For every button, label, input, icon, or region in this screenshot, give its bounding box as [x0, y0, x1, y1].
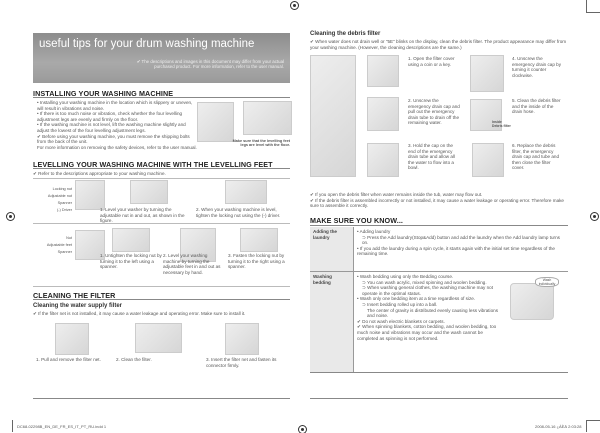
registration-mark-icon	[6, 212, 15, 221]
installing-list	[37, 100, 195, 150]
step-illustration	[367, 97, 399, 131]
debris-filter-note: ✔ When water does not drain well or "5E" blinks on the display, clean the debris filter. The product appearance may differ from your washing machine. (However, the cleaning descriptions are the same.)	[310, 39, 567, 50]
line: ⊃ Insert bedding rolled up into a ball.	[362, 301, 438, 307]
step-illustration	[135, 323, 182, 353]
label: Spanner	[57, 201, 72, 205]
supply-filter-note: ✔ If the filter net is not installed, it may cause a water leakage and operating error. Make sure to install it.	[33, 311, 246, 316]
step-illustration	[112, 228, 150, 252]
step-illustration	[240, 228, 278, 252]
line: ⊃ You can wash acrylic, mixed spinning and woolen bedding.	[362, 279, 487, 285]
label: Adjustable feet	[46, 243, 72, 247]
step-illustration	[470, 55, 504, 92]
label: (-) Driver	[57, 208, 72, 212]
step-text: 3. Fasten the locking nut by turning it to the right using a spanner.	[228, 253, 285, 270]
step-text: 1. Pull and remove the filter net.	[36, 357, 101, 362]
filter-cover-illustration	[310, 55, 356, 177]
list-item: • Installing your washing machine in the location which is slippery or uneven, will result in vibrations and noise.	[37, 100, 193, 111]
note: ✔ If the debris filter is assembled incorrectly or not installed, it may cause a water leakage or operating error. Therefore make sure to assemble it correctly.	[310, 197, 564, 209]
page-title: useful tips for your drum washing machine	[39, 38, 255, 50]
row1-labels	[40, 186, 72, 214]
step-text: 1. Untighten the locking nut by turning it to the left using a spanner.	[100, 253, 162, 270]
note: ✔ If you open the debris filter when water remains inside the tub, water may flow out.	[310, 192, 483, 197]
row-label: Washing bedding	[313, 274, 332, 285]
bedding-image-label: Wash individually	[535, 277, 559, 287]
line: ⊃ Press the Add laundry(Stop&Add) button and add the laundry when the Add laundry lamp turns on.	[362, 234, 560, 246]
list-item: For more information on removing the safety devices, refer to the user manual.	[37, 144, 197, 150]
label: Adjustable nut	[47, 194, 72, 198]
step-text: 2. Level your washing machine by turning the adjustable feet in and out as necessary by hand.	[163, 253, 221, 275]
step-illustration	[472, 143, 504, 177]
list-item: • If there is too much noise or vibration, check whether the four levelling adjustment legs are evenly and firmly on the floor.	[37, 111, 183, 122]
line: ✔ Do not wash electric blankets or carpets.	[357, 318, 445, 324]
step-illustration	[130, 180, 168, 204]
step-illustration	[225, 323, 259, 355]
label: Spanner	[57, 250, 72, 254]
installing-caption: Make sure that the levelling feet legs are level with the floor.	[232, 139, 290, 148]
levelling-feet-illustration	[243, 101, 292, 135]
inside-filter-label: Inside Debris filter	[492, 120, 511, 128]
title-banner	[33, 33, 290, 83]
step-text: 2. Clean the filter.	[116, 357, 152, 362]
row2-labels	[40, 235, 72, 256]
line: • Wash bedding using only the Bedding course.	[357, 274, 454, 279]
step-text: 5. Clean the debris filter and the inside of the drain hose.	[512, 98, 561, 115]
line: • Adding laundry	[357, 229, 391, 234]
line: ⊃ When washing general clothes, the washing machine may not operate in the optimal status.	[362, 285, 494, 296]
banner-note: ✔ The descriptions and images in this document may differ from your actual purchased product. For more information, refer to the user manual.	[136, 59, 284, 70]
line: ✔ When spinning blankets, cotton bedding, and woolen bedding, too much noise and vibrations may occur and the wash cannot be completed as spinning is not performed.	[357, 324, 497, 341]
make-sure-heading: MAKE SURE YOU KNOW...	[310, 216, 404, 225]
step-illustration	[55, 323, 89, 355]
row-content	[357, 274, 502, 341]
step-illustration	[367, 55, 399, 87]
step-text: 1. Level your washer by turning the adjustable nut in and out, as shown in the figure.	[100, 207, 185, 224]
locking-nut-illustration	[75, 180, 105, 210]
line: The center of gravity is distributed evenly causing less vibrations and noise.	[367, 307, 498, 319]
label: Nut	[66, 236, 72, 240]
registration-mark-icon	[590, 212, 599, 221]
step-text: 1. Open the filter cover using a coin or a key.	[408, 56, 455, 67]
washer-illustration	[197, 102, 234, 142]
row-content	[357, 229, 562, 257]
step-text: 2. Unscrew the emergency drain cap and pull out the emergency drain tube to drain off the remaining water.	[408, 98, 460, 126]
list-item: ✔ Before using your washing machine, you must remove the shipping bolts from the back of the unit.	[37, 133, 190, 145]
registration-mark-icon	[290, 1, 299, 10]
supply-filter-title: Cleaning the water supply filter	[33, 303, 123, 309]
installing-heading: INSTALLING YOUR WASHING MACHINE	[33, 89, 174, 98]
step-text: 3. Hold the cap on the end of the emergency drain tube and allow all the water to flow into a bowl.	[408, 143, 455, 171]
line: • Wash only one bedding item at a time regardless of size.	[357, 296, 476, 302]
levelling-note: ✔ Refer to the descriptions appropriate to your washing machine.	[33, 171, 166, 176]
debris-filter-title: Cleaning the debris filter	[310, 31, 381, 37]
row-label: Adding the laundry	[313, 229, 337, 240]
step-illustration	[225, 180, 267, 204]
step-text: 6. Replace the debris filter, the emergency drain cap and tube and then close the filter cover.	[512, 143, 559, 171]
line: • If you add the laundry during a spin cycle, it starts again with the initial set time regardless of the remaining time.	[357, 245, 555, 257]
step-text: 3. Insert the filter net and fasten its connector firmly.	[206, 357, 277, 368]
label: Locking nut	[52, 187, 72, 191]
registration-mark-icon	[298, 425, 307, 433]
step-text: 4. Unscrew the emergency drain cap by turning it counter clockwise.	[512, 56, 562, 78]
list-item: • If the washing machine is not level, lift the washing machine slightly and adjust the lowest of the four levelling adjustment legs.	[37, 122, 186, 133]
levelling-heading: LEVELLING YOUR WASHING MACHINE WITH THE LEVELLING FEET	[33, 160, 273, 169]
cleaning-heading: CLEANING THE FILTER	[33, 291, 116, 300]
step-illustration	[367, 143, 399, 177]
footer-left: DC68-02298B_EN_DE_FR_ES_IT_PT_RU.indd 1	[17, 424, 107, 429]
footer-right: 2008-05-16 ¿ÀÈÄ 2:03:28	[535, 424, 582, 429]
bedding-illustration	[510, 283, 554, 320]
step-text: 2. When your washing machine is level, tighten the locking nut using the (-) driver.	[196, 207, 281, 218]
debris-notes	[310, 192, 568, 209]
